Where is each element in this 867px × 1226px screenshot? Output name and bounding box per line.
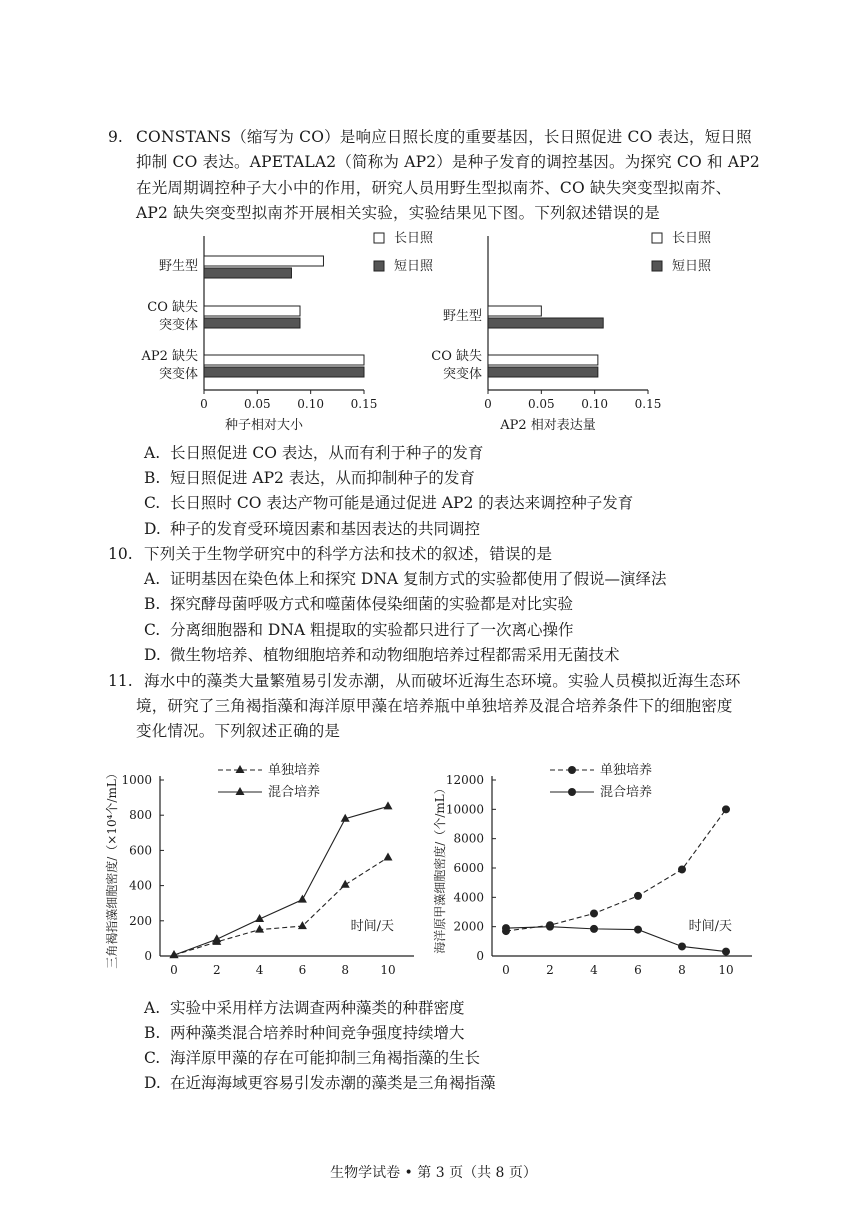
bar-short-day [204,367,364,377]
question-11-option-b[interactable]: B. 两种藻类混合培养时种间竞争强度持续增大 [144,1024,465,1042]
y-axis-label: 海洋原甲藻细胞密度/（个/mL） [433,782,447,954]
y-tick-label: 600 [129,843,152,858]
y-tick-label: 2000 [453,919,484,934]
legend-swatch [374,261,384,271]
bar-long-day [204,306,300,316]
question-9-option-d[interactable]: D. 种子的发育受环境因素和基因表达的共同调控 [144,520,481,538]
x-tick-label: 8 [678,963,686,977]
y-tick-label: 10000 [445,802,484,817]
y-tick-label: 8000 [453,831,484,846]
data-point-marker [590,909,598,917]
x-tick-label: 2 [546,963,554,977]
legend-label: 混合培养 [600,785,653,800]
legend-label: 单独培养 [600,763,653,778]
legend-marker [236,787,245,795]
data-point-marker [678,942,686,950]
data-point-marker [546,923,554,931]
seed-size-bar-chart [130,228,460,438]
question-10-option-d[interactable]: D. 微生物培养、植物细胞培养和动物细胞培养过程都需采用无菌技术 [144,646,620,664]
page-footer: 生物学试卷 • 第 3 页（共 8 页） [330,1165,537,1181]
category-label: 野生型 [158,259,198,274]
x-tick-label: 0 [200,397,208,411]
bar-long-day [204,355,364,365]
data-point-marker [298,895,307,903]
data-point-marker [502,924,510,932]
category-label: 突变体 [158,367,198,382]
question-9-option-c[interactable]: C. 长日照时 CO 表达产物可能是通过促进 AP2 的表达来调控种子发育 [144,494,634,512]
question-10-number: 10. [108,545,133,563]
legend-swatch [652,233,662,243]
x-tick-label: 2 [212,963,221,977]
question-11-number: 11. [108,672,133,690]
question-9-option-a[interactable]: A. 长日照促进 CO 表达，从而有利于种子的发育 [144,444,484,462]
bar-long-day [488,306,541,316]
x-tick-label: 10 [380,963,396,977]
y-tick-label: 4000 [453,890,484,905]
y-tick-label: 800 [129,808,152,823]
y-tick-label: 400 [129,878,152,893]
x-tick-label: 0.10 [581,397,609,411]
data-point-marker [634,926,642,934]
data-point-marker [634,892,642,900]
legend-swatch [652,261,662,271]
bar-short-day [204,318,300,328]
question-10-option-a[interactable]: A. 证明基因在染色体上和探究 DNA 复制方式的实验都使用了假说—演绎法 [144,570,667,588]
x-tick-label: 0.05 [527,397,555,411]
y-tick-label: 0 [144,949,152,963]
y-tick-label: 0 [476,949,484,963]
bar-long-day [204,256,323,266]
legend-label: 短日照 [394,259,434,274]
question-11-option-a[interactable]: A. 实验中采用样方法调查两种藻类的种群密度 [144,999,465,1017]
x-tick-label: 6 [298,963,307,977]
data-point-marker [384,801,393,809]
question-10-option-b[interactable]: B. 探究酵母菌呼吸方式和噬菌体侵染细菌的实验都是对比实验 [144,595,574,613]
data-point-marker [341,880,350,888]
legend-label: 长日照 [394,231,434,246]
legend-marker [236,765,245,773]
phaeodactylum-density-line-chart [100,752,435,977]
ap2-expression-bar-chart [420,228,740,438]
category-label: 野生型 [442,309,482,324]
x-tick-label: 0 [502,963,510,977]
question-9-line-3: 在光周期调控种子大小中的作用，研究人员用野生型拟南芥、CO 缺失突变型拟南芥、 [136,179,732,197]
x-tick-label: 0.10 [297,397,325,411]
legend-label: 长日照 [672,231,712,246]
x-tick-label: 4 [255,963,264,977]
question-9-option-b[interactable]: B. 短日照促进 AP2 表达，从而抑制种子的发育 [144,469,475,487]
y-axis-label: 三角褐指藻细胞密度/（×10⁴个/mL） [105,767,119,969]
question-11-line-2: 境，研究了三角褐指藻和海洋原甲藻在培养瓶中单独培养及混合培养条件下的细胞密度 [136,697,733,715]
legend-label: 混合培养 [268,785,321,800]
series-line-single-culture [506,809,726,931]
legend-label: 单独培养 [268,763,321,778]
question-10-stem: 下列关于生物学研究中的科学方法和技术的叙述，错误的是 [144,545,553,563]
x-tick-label: 8 [341,963,350,977]
question-9-line-1: CONSTANS（缩写为 CO）是响应日照长度的重要基因，长日照促进 CO 表达，短日照 [136,128,752,146]
question-9-line-4: AP2 缺失突变型拟南芥开展相关实验，实验结果见下图。下列叙述错误的是 [136,204,660,222]
x-axis-label: AP2 相对表达量 [500,418,596,433]
data-point-marker [678,865,686,873]
x-axis-label: 时间/天 [688,919,732,934]
x-tick-label: 6 [634,963,642,977]
x-tick-label: 10 [718,963,734,977]
legend-marker [568,788,576,796]
x-tick-label: 0.15 [350,397,378,411]
legend-swatch [374,233,384,243]
question-9-number: 9. [108,128,123,146]
data-point-marker [722,948,730,956]
data-point-marker [255,925,264,933]
question-11-line-3: 变化情况。下列叙述正确的是 [136,722,341,740]
question-11-option-d[interactable]: D. 在近海海域更容易引发赤潮的藻类是三角褐指藻 [144,1074,496,1092]
y-tick-label: 1000 [121,773,152,787]
x-tick-label: 0.05 [243,397,271,411]
y-tick-label: 200 [129,913,152,928]
y-tick-label: 6000 [453,861,484,875]
category-label: CO 缺失 [147,300,198,315]
bar-long-day [488,355,598,365]
question-9-line-2: 抑制 CO 表达。APETALA2（简称为 AP2）是种子发育的调控基因。为探究 CO 和 AP2 [136,153,760,171]
y-tick-label: 12000 [445,773,484,787]
data-point-marker [384,852,393,860]
bar-short-day [204,268,291,278]
category-label: AP2 缺失 [141,349,198,364]
bar-short-day [488,318,603,328]
x-axis-label: 种子相对大小 [224,418,304,433]
category-label: 突变体 [442,367,482,382]
category-label: CO 缺失 [431,349,482,364]
series-line-single-culture [174,857,388,955]
legend-label: 短日照 [672,259,712,274]
category-label: 突变体 [158,318,198,333]
data-point-marker [722,805,730,813]
data-point-marker [590,925,598,933]
x-tick-label: 0 [484,397,492,411]
x-axis-label: 时间/天 [350,919,394,934]
question-11-line-1: 海水中的藻类大量繁殖易引发赤潮，从而破坏近海生态环境。实验人员模拟近海生态环 [144,672,741,690]
prorocentrum-density-line-chart [430,752,765,977]
x-tick-label: 0 [170,963,178,977]
question-10-option-c[interactable]: C. 分离细胞器和 DNA 粗提取的实验都只进行了一次离心操作 [144,621,574,639]
x-tick-label: 4 [590,963,598,977]
legend-marker [568,766,576,774]
question-11-option-c[interactable]: C. 海洋原甲藻的存在可能抑制三角褐指藻的生长 [144,1049,481,1067]
bar-short-day [488,367,598,377]
x-tick-label: 0.15 [634,397,662,411]
